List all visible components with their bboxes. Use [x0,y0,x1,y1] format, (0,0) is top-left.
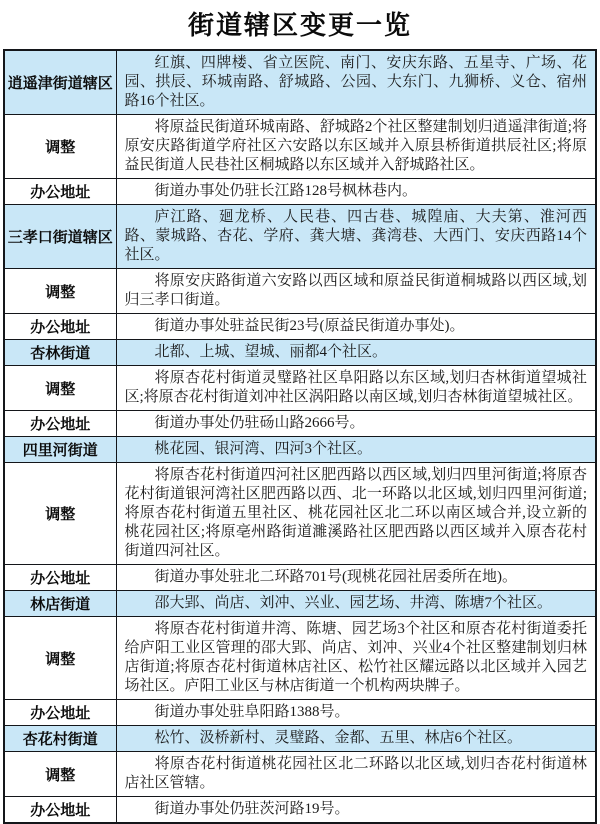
address-row [4,411,596,437]
address-label: 办公地址 [4,700,116,726]
adjustment-text: 将原益民街道环城南路、舒城路2个社区整建制划归逍遥津街道;将原安庆路街道学府社区六安路以东区域并入原县桥街道拱辰社区;将原益民街道人民巷社区桐城路以东区域并入舒城路社区。 [116,115,596,179]
district-name: 四里河街道 [4,437,116,463]
address-label: 办公地址 [4,179,116,205]
district-name: 三孝口街道辖区 [4,205,116,269]
adjustment-text: 将原杏花村街道灵璧路社区阜阳路以东区域,划归杏林街道望城社区;将原杏花村街道刘冲社区涡阳路以南区域,划归杏林街道望城社区。 [116,366,596,411]
adjustment-label: 调整 [4,463,116,565]
adjustment-label: 调整 [4,752,116,797]
section-header-row [4,205,596,269]
adjustment-row [4,115,596,179]
address-row [4,179,596,205]
section-header-row [4,50,596,115]
district-name: 杏林街道 [4,340,116,366]
adjustment-label: 调整 [4,366,116,411]
adjustment-text: 将原安庆路街道六安路以西区域和原益民街道桐城路以西区域,划归三孝口街道。 [116,269,596,314]
district-name: 杏花村街道 [4,726,116,752]
district-communities: 北都、上城、望城、丽都4个社区。 [116,340,596,366]
adjustment-row [4,617,596,700]
district-communities: 庐江路、廻龙桥、人民巷、四古巷、城隍庙、大夫第、淮河西路、蒙城路、杏花、学府、龚大塘、龚湾巷、大西门、安庆西路14个社区。 [116,205,596,269]
district-communities: 红旗、四牌楼、省立医院、南门、安庆东路、五星寺、广场、花园、拱辰、环城南路、舒城路、公园、大东门、九狮桥、义仓、宿州路16个社区。 [116,50,596,115]
district-communities: 桃花园、银河湾、四河3个社区。 [116,437,596,463]
adjustment-label: 调整 [4,269,116,314]
address-row [4,565,596,591]
address-text: 街道办事处驻益民街23号(原益民街道办事处)。 [116,314,596,340]
adjustment-row [4,269,596,314]
district-communities: 松竹、汲桥新村、灵璧路、金都、五里、林店6个社区。 [116,726,596,752]
district-change-table [3,49,597,824]
adjustment-label: 调整 [4,617,116,700]
address-label: 办公地址 [4,411,116,437]
address-text: 街道办事处仍驻茨河路19号。 [116,797,596,824]
address-label: 办公地址 [4,314,116,340]
adjustment-text: 将原杏花村街道桃花园社区北二环路以北区域,划归杏花村街道林店社区管辖。 [116,752,596,797]
adjustment-label: 调整 [4,115,116,179]
adjustment-text: 将原杏花村街道井湾、陈塘、园艺场3个社区和原杏花村街道委托给庐阳工业区管理的邵大郢、尚店、刘冲、兴业4个社区整建制划归林店街道;将原杏花村街道林店社区、松竹社区耀远路以北区域并入园艺场社区。庐阳工业区与林店街道一个机构两块牌子。 [116,617,596,700]
address-text: 街道办事处仍驻砀山路2666号。 [116,411,596,437]
section-header-row [4,437,596,463]
district-communities: 邵大郢、尚店、刘冲、兴业、园艺场、井湾、陈塘7个社区。 [116,591,596,617]
address-label: 办公地址 [4,797,116,824]
address-label: 办公地址 [4,565,116,591]
section-header-row [4,340,596,366]
page-title: 街道辖区变更一览 [187,10,412,40]
address-text: 街道办事处驻北二环路701号(现桃花园社居委所在地)。 [116,565,596,591]
adjustment-row [4,366,596,411]
district-name: 林店街道 [4,591,116,617]
adjustment-text: 将原杏花村街道四河社区肥西路以西区域,划归四里河街道;将原杏花村街道银河湾社区肥西路以西、北一环路以北区域,划归四里河街道;将原杏花村街道五里社区、桃花园社区北二环以南区域合并,设立新的桃花园社区;将原亳州路街道濉溪路社区肥西路以西区域并入原杏花村街道四河社区。 [116,463,596,565]
section-header-row [4,591,596,617]
address-text: 街道办事处驻阜阳路1388号。 [116,700,596,726]
address-row [4,700,596,726]
adjustment-row [4,752,596,797]
district-name: 逍遥津街道辖区 [4,50,116,115]
address-text: 街道办事处仍驻长江路128号枫林巷内。 [116,179,596,205]
section-header-row [4,726,596,752]
address-row [4,797,596,824]
adjustment-row [4,463,596,565]
address-row [4,314,596,340]
